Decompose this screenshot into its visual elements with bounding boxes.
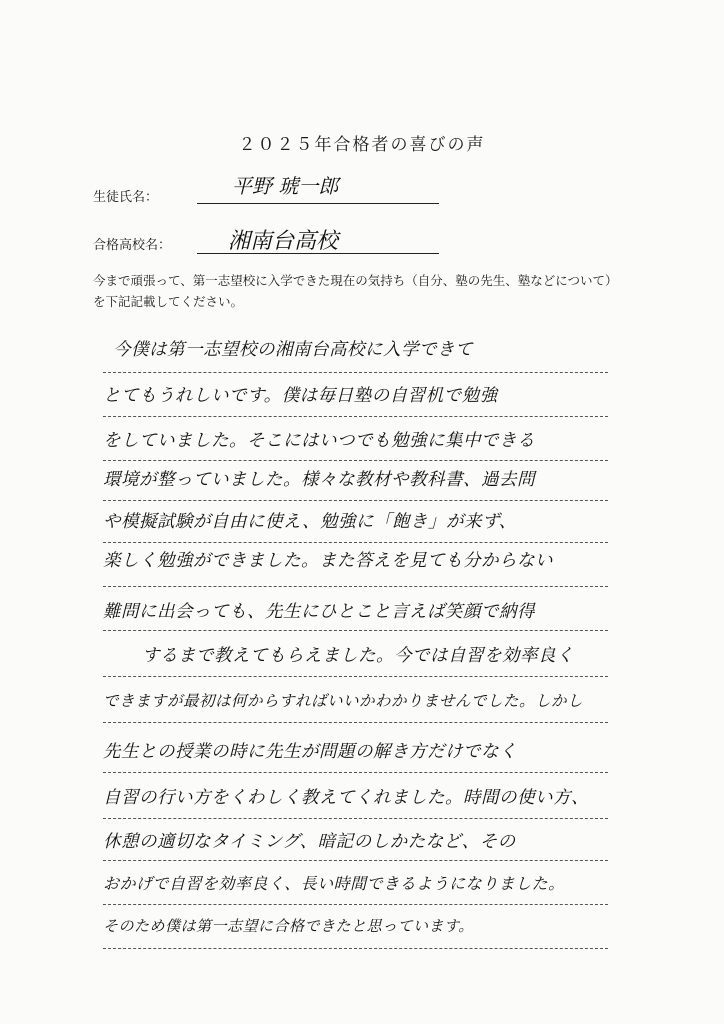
ruled-line	[103, 948, 608, 949]
essay-line-5: や模擬試験が自由に使え、勉強に「飽き」が来ず、	[103, 512, 517, 532]
ruled-line	[103, 630, 608, 631]
school-name-label: 合格高校名：	[93, 238, 172, 253]
ruled-line	[103, 772, 608, 773]
student-name-underline	[197, 203, 439, 204]
ruled-line	[103, 542, 608, 543]
ruled-line	[103, 860, 608, 861]
essay-line-7: 難問に出会っても、先生にひとこと言えば笑顔で納得	[103, 602, 535, 622]
essay-line-1: 今僕は第一志望校の湘南台高校に入学できて	[113, 340, 473, 360]
ruled-line	[103, 722, 608, 723]
ruled-line	[103, 904, 608, 905]
ruled-line	[103, 676, 608, 677]
student-name-label: 生徒氏名：	[93, 190, 159, 205]
essay-line-13: おかげで自習を効率良く、長い時間できるようになりました。	[103, 874, 565, 893]
ruled-line	[103, 818, 608, 819]
essay-line-11: 自習の行い方をくわしく教えてくれました。時間の使い方、	[103, 788, 589, 808]
school-name-value: 湘南台高校	[228, 229, 339, 254]
essay-line-14: そのため僕は第一志望に合格できたと思っています。	[103, 917, 474, 935]
essay-line-12: 休憩の適切なタイミング、暗記のしかたなど、その	[103, 832, 516, 852]
essay-line-9: できますが最初は何からすればいいかわかりませんでした。しかし	[103, 692, 584, 710]
ruled-line	[103, 416, 608, 417]
essay-line-2: とてもうれしいです。僕は毎日塾の自習机で勉強	[103, 386, 498, 406]
instruction-text: 今まで頑張って、第一志望校に入学できた現在の気持ち（自分、塾の先生、塾などについて）を下記記載してください。	[93, 273, 612, 309]
page-title: ２０２５年合格者の喜びの声	[238, 135, 486, 155]
student-name-value: 平野 琥一郎	[232, 174, 339, 198]
ruled-line	[103, 460, 608, 461]
essay-line-4: 環境が整っていました。様々な教材や教科書、過去問	[103, 470, 535, 490]
school-name-underline	[197, 253, 439, 254]
essay-line-3: をしていました。そこにはいつでも勉強に集中できる	[103, 431, 535, 451]
essay-line-6: 楽しく勉強ができました。また答えを見ても分からない	[103, 551, 553, 571]
ruled-line	[103, 586, 608, 587]
ruled-line	[103, 372, 608, 373]
essay-line-8: するまで教えてもらえました。今では自習を効率良く	[142, 646, 574, 666]
ruled-line	[103, 500, 608, 501]
essay-line-10: 先生との授業の時に先生が問題の解き方だけでなく	[103, 742, 517, 762]
